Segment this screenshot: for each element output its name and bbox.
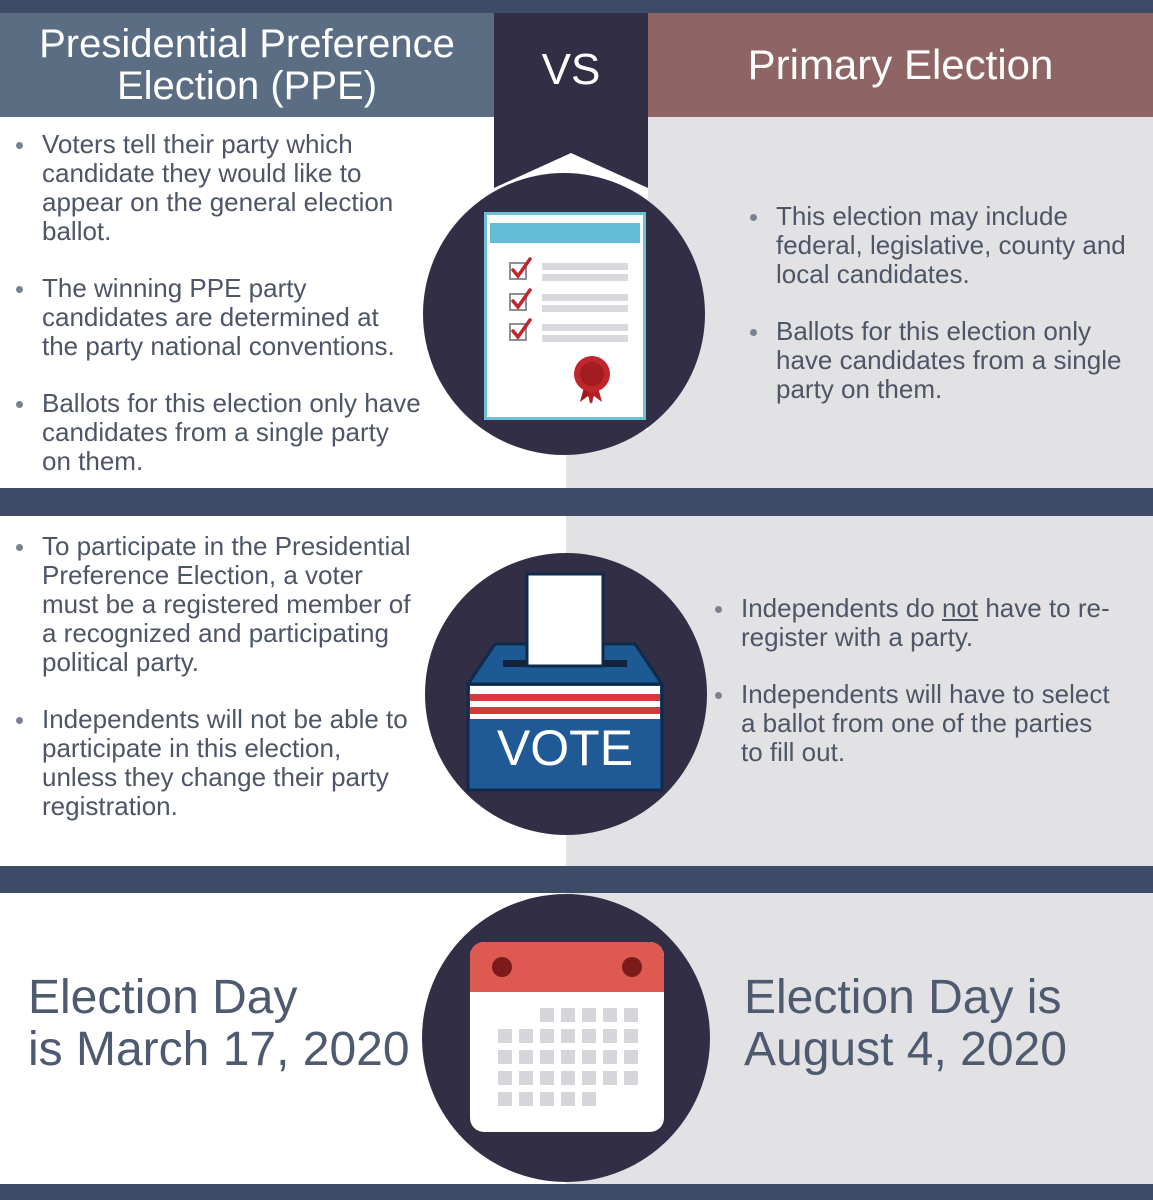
ppe-election-day-line1: Election Day [28, 971, 298, 1024]
calendar-day-cell [540, 1029, 554, 1043]
calendar-day-cell [561, 1050, 575, 1064]
calendar-day-cell [498, 1050, 512, 1064]
calendar-day-cell [603, 1071, 617, 1085]
calendar-day-cell [582, 1050, 596, 1064]
list-item: Ballots for this election only have candidates from a single party on them. [746, 317, 1126, 404]
calendar-day-cell [603, 1050, 617, 1064]
calendar-day-cell [540, 1092, 554, 1106]
not-emphasis: not [941, 593, 979, 623]
calendar-day-cell [624, 1008, 638, 1022]
list-item: This election may include federal, legislative, county and local candidates. [746, 202, 1126, 289]
ppe-election-day-line2: is March 17, 2020 [28, 1023, 410, 1076]
primary-title: Primary Election [747, 41, 1054, 88]
calendar-day-cell [498, 1071, 512, 1085]
calendar-day-cell [561, 1071, 575, 1085]
primary-election-day-line1: Election Day is [744, 971, 1062, 1024]
calendar-day-cell [519, 1092, 533, 1106]
list-item: To participate in the Presidential Preference Election, a voter must be a registered member of a recognized and participating political party. [12, 532, 412, 677]
calendar-day-cell [582, 1092, 596, 1106]
list-item: Independents will have to select a ballot from one of the parties to fill out. [711, 680, 1111, 767]
calendar-day-cell [498, 1092, 512, 1106]
ppe-participation-list [12, 532, 412, 821]
list-item [711, 594, 1111, 652]
list-item: The winning PPE party candidates are determined at the party national conventions. [12, 274, 422, 361]
divider-band-2 [0, 866, 1153, 893]
bottom-band [0, 1184, 1153, 1200]
primary-election-day [744, 972, 1144, 1076]
calendar-day-cell [540, 1008, 554, 1022]
calendar-day-cell [624, 1029, 638, 1043]
calendar-day-cell [582, 1029, 596, 1043]
ppe-election-day [28, 972, 428, 1076]
primary-facts-list [746, 202, 1126, 404]
independents-text-end: have to re-register with a party. [741, 593, 1110, 652]
divider-band-1 [0, 488, 1153, 516]
calendar-day-cell [603, 1029, 617, 1043]
ppe-header [0, 13, 494, 117]
calendar-day-cell [561, 1092, 575, 1106]
top-band [0, 0, 1153, 13]
vs-label: VS [541, 45, 601, 94]
calendar-day-cell [582, 1071, 596, 1085]
calendar-day-cell [624, 1050, 638, 1064]
calendar-day-cell [561, 1008, 575, 1022]
list-item: Independents will not be able to participate in this election, unless they change their party registration. [12, 705, 412, 821]
primary-header [648, 13, 1153, 117]
ppe-title-line2: Election (PPE) [116, 64, 378, 108]
calendar-day-cell [540, 1071, 554, 1085]
checklist-document-icon [484, 212, 646, 420]
vs-ribbon [494, 13, 648, 189]
calendar-day-cell [603, 1008, 617, 1022]
calendar-day-cell [540, 1050, 554, 1064]
calendar-day-cell [498, 1029, 512, 1043]
ppe-title-line1: Presidential Preference [39, 22, 455, 66]
calendar-day-cell [582, 1008, 596, 1022]
list-item: Voters tell their party which candidate they would like to appear on the general election ballot. [12, 130, 422, 246]
calendar-day-cell [561, 1029, 575, 1043]
vote-label: VOTE [496, 720, 634, 776]
primary-election-day-line2: August 4, 2020 [744, 1023, 1067, 1076]
ppe-facts-list [12, 130, 422, 476]
calendar-icon [470, 942, 664, 1132]
independents-text-start: Independents do [741, 593, 942, 623]
calendar-day-cell [519, 1029, 533, 1043]
calendar-day-cell [519, 1071, 533, 1085]
list-item: Ballots for this election only have candidates from a single party on them. [12, 389, 422, 476]
calendar-day-cell [519, 1050, 533, 1064]
calendar-day-cell [624, 1071, 638, 1085]
primary-participation-list [711, 594, 1111, 767]
